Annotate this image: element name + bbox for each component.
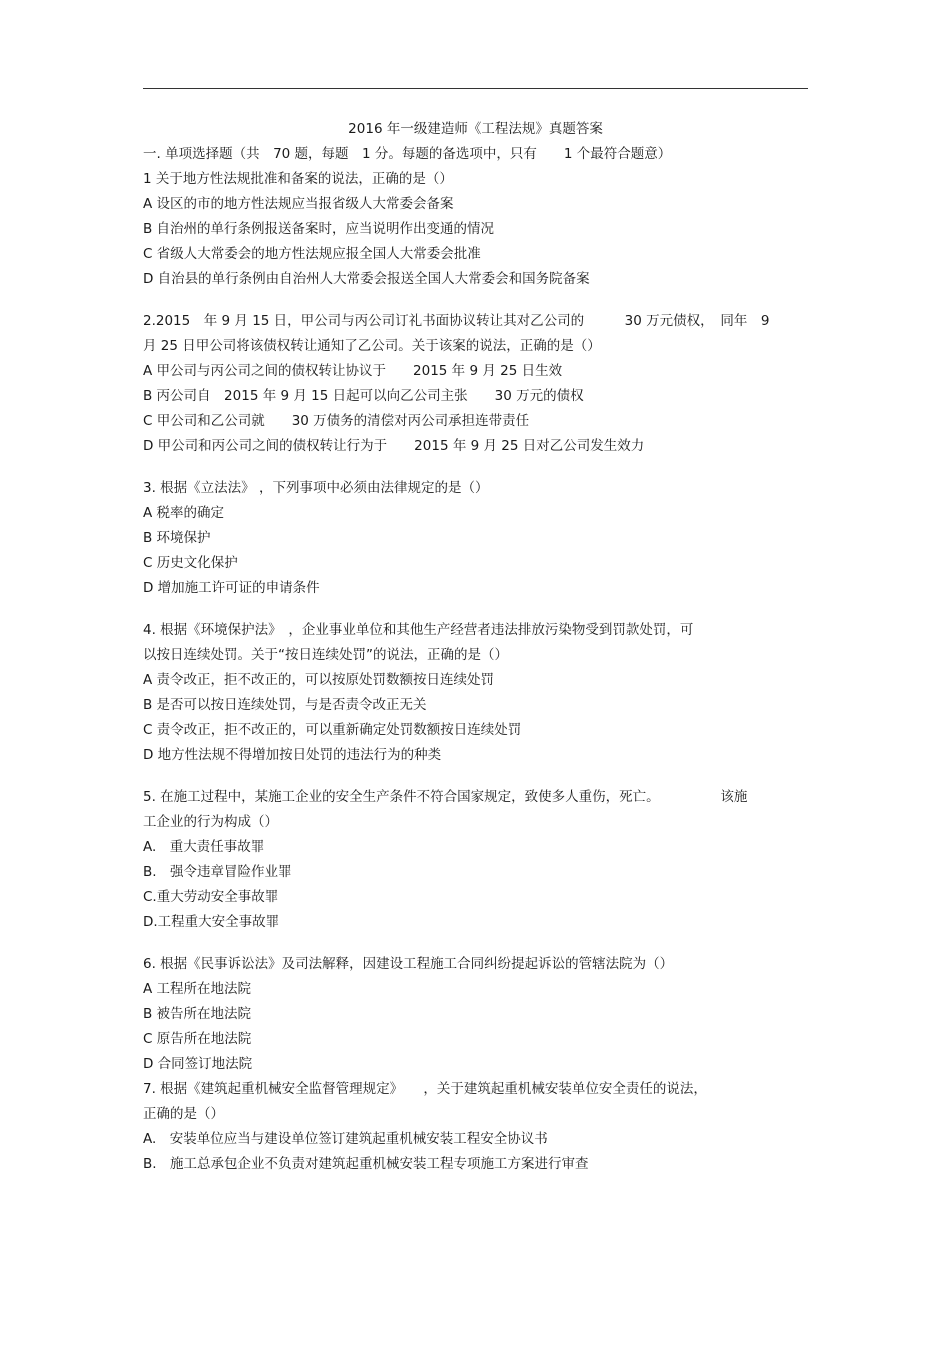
option-b: B 被告所在地法院 <box>143 1006 252 1022</box>
option-a: A 税率的确定 <box>143 505 225 521</box>
option-a: A 设区的市的地方性法规应当报省级人大常委会备案 <box>143 196 454 212</box>
option-b: B. 强令违章冒险作业罪 <box>143 864 292 880</box>
question-stem: 1 关于地方性法规批准和备案的说法，正确的是（） <box>143 171 453 187</box>
question-stem-cont: 工企业的行为构成（） <box>143 814 278 830</box>
question-stem: 6. 根据《民事诉讼法》及司法解释，因建设工程施工合同纠纷提起诉讼的管辖法院为（） <box>143 956 674 972</box>
spacer <box>143 768 808 785</box>
option-d: D 自治县的单行条例由自治州人大常委会报送全国人大常委会和国务院备案 <box>143 271 590 287</box>
question-2 <box>143 309 808 459</box>
option-c: C 省级人大常委会的地方性法规应报全国人大常委会批准 <box>143 246 481 262</box>
question-7 <box>143 1077 808 1177</box>
option-c: C 历史文化保护 <box>143 555 238 571</box>
option-c: C 责令改正，拒不改正的，可以重新确定处罚数额按日连续处罚 <box>143 722 522 738</box>
question-stem: 5. 在施工过程中，某施工企业的安全生产条件不符合国家规定，致使多人重伤，死亡。 该施 <box>143 789 748 805</box>
option-d: D 地方性法规不得增加按日处罚的违法行为的种类 <box>143 747 442 763</box>
spacer <box>143 459 808 476</box>
option-a: A. 重大责任事故罪 <box>143 839 265 855</box>
header-rule <box>143 88 808 89</box>
document-title: 2016 年一级建造师《工程法规》真题答案 <box>348 121 603 137</box>
option-a: A. 安装单位应当与建设单位签订建筑起重机械安装工程安全协议书 <box>143 1131 548 1147</box>
spacer <box>143 292 808 309</box>
question-stem: 2.2015 年 9 月 15 日，甲公司与丙公司订礼书面协议转让其对乙公司的 30 万元债权， 同年 9 <box>143 313 770 329</box>
question-stem-cont: 正确的是（） <box>143 1106 224 1122</box>
question-stem: 3. 根据《立法法》 ，下列事项中必须由法律规定的是（） <box>143 480 489 496</box>
option-b: B 自治州的单行条例报送备案时，应当说明作出变通的情况 <box>143 221 495 237</box>
option-a: A 责令改正，拒不改正的，可以按原处罚数额按日连续处罚 <box>143 672 495 688</box>
option-d: D 甲公司和丙公司之间的债权转让行为于 2015 年 9 月 25 日对乙公司发生效力 <box>143 438 645 454</box>
question-stem: 7. 根据《建筑起重机械安全监督管理规定》 ，关于建筑起重机械安装单位安全责任的说法， <box>143 1081 707 1097</box>
option-a: A 甲公司与丙公司之间的债权转让协议于 2015 年 9 月 25 日生效 <box>143 363 563 379</box>
option-b: B 丙公司自 2015 年 9 月 15 日起可以向乙公司主张 30 万元的债权 <box>143 388 584 404</box>
option-c: C.重大劳动安全事故罪 <box>143 889 279 905</box>
option-d: D 增加施工许可证的申请条件 <box>143 580 320 596</box>
spacer <box>143 935 808 952</box>
question-1 <box>143 167 808 292</box>
question-3 <box>143 476 808 601</box>
option-c: C 原告所在地法院 <box>143 1031 252 1047</box>
option-c: C 甲公司和乙公司就 30 万债务的清偿对丙公司承担连带责任 <box>143 413 530 429</box>
question-stem-cont: 以按日连续处罚。关于“按日连续处罚”的说法，正确的是（） <box>143 647 508 663</box>
option-a: A 工程所在地法院 <box>143 981 252 997</box>
spacer <box>143 601 808 618</box>
option-b: B 是否可以按日连续处罚，与是否责令改正无关 <box>143 697 427 713</box>
option-b: B. 施工总承包企业不负责对建筑起重机械安装工程专项施工方案进行审查 <box>143 1156 589 1172</box>
question-stem-cont: 月 25 日甲公司将该债权转让通知了乙公司。关于该案的说法，正确的是（） <box>143 338 601 354</box>
question-stem: 4. 根据《环境保护法》 ，企业事业单位和其他生产经营者违法排放污染物受到罚款处罚，可 <box>143 622 694 638</box>
document-page <box>143 117 808 1177</box>
section-heading: 一. 单项选择题（共 70 题，每题 1 分。每题的备选项中，只有 1 个最符合题意） <box>143 146 672 162</box>
question-6 <box>143 952 808 1077</box>
option-b: B 环境保护 <box>143 530 211 546</box>
option-d: D.工程重大安全事故罪 <box>143 914 280 930</box>
question-4 <box>143 618 808 768</box>
question-5 <box>143 785 808 935</box>
option-d: D 合同签订地法院 <box>143 1056 253 1072</box>
